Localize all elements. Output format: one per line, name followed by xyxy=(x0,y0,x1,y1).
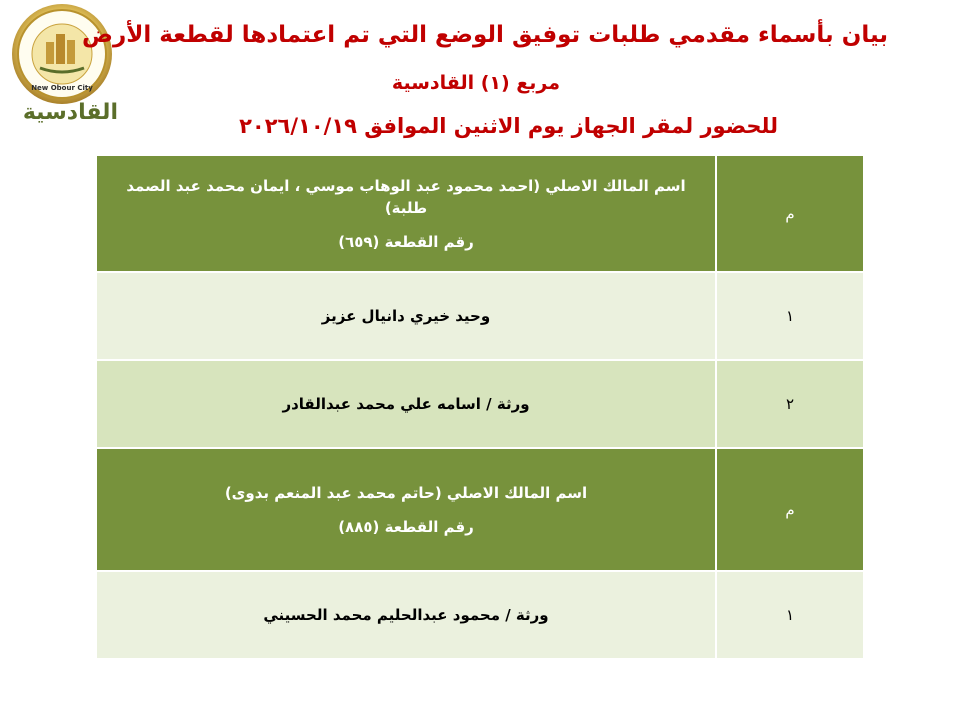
table-row xyxy=(96,571,864,659)
applicants-table xyxy=(95,154,865,660)
row-number-cell: م xyxy=(716,155,864,272)
original-owner-label: اسم المالك الاصلي (حاتم محمد عبد المنعم بدوى) xyxy=(224,483,588,502)
city-seal-logo xyxy=(6,2,118,106)
table-group-header xyxy=(96,448,864,571)
row-number-cell: ١ xyxy=(716,272,864,360)
row-number-cell: ١ xyxy=(716,571,864,659)
logo-caption: القادسية xyxy=(22,100,118,125)
table-row xyxy=(96,272,864,360)
row-number-cell: م xyxy=(716,448,864,571)
table-group-header xyxy=(96,155,864,272)
applicant-name-cell: ورثة / اسامه علي محمد عبدالقادر xyxy=(96,360,716,448)
plot-number-label: رقم القطعة (٨٨٥) xyxy=(338,517,474,536)
row-number-cell: ٢ xyxy=(716,360,864,448)
page-title: بيان بأسماء مقدمي طلبات توفيق الوضع التي تم اعتمادها لقطعة الأرض xyxy=(82,22,888,48)
page-subtitle: مربع (١) القادسية xyxy=(391,72,560,94)
logo-text: New Obour City xyxy=(31,84,93,92)
plot-number-label: رقم القطعة (٦٥٩) xyxy=(338,232,474,251)
table-row xyxy=(96,360,864,448)
group-details-cell xyxy=(96,155,716,272)
original-owner-label: اسم المالك الاصلي (احمد محمود عبد الوهاب موسي ، ايمان محمد عبد الصمد طلبة) xyxy=(126,176,686,217)
applicant-name-cell: ورثة / محمود عبدالحليم محمد الحسيني xyxy=(96,571,716,659)
applicant-name-cell: وحيد خيري دانيال عزيز xyxy=(96,272,716,360)
page-header xyxy=(0,0,960,150)
group-details-cell xyxy=(96,448,716,571)
appointment-notice: للحضور لمقر الجهاز يوم الاثنين الموافق ٢٠٢٦/١٠/١٩ xyxy=(239,114,778,138)
